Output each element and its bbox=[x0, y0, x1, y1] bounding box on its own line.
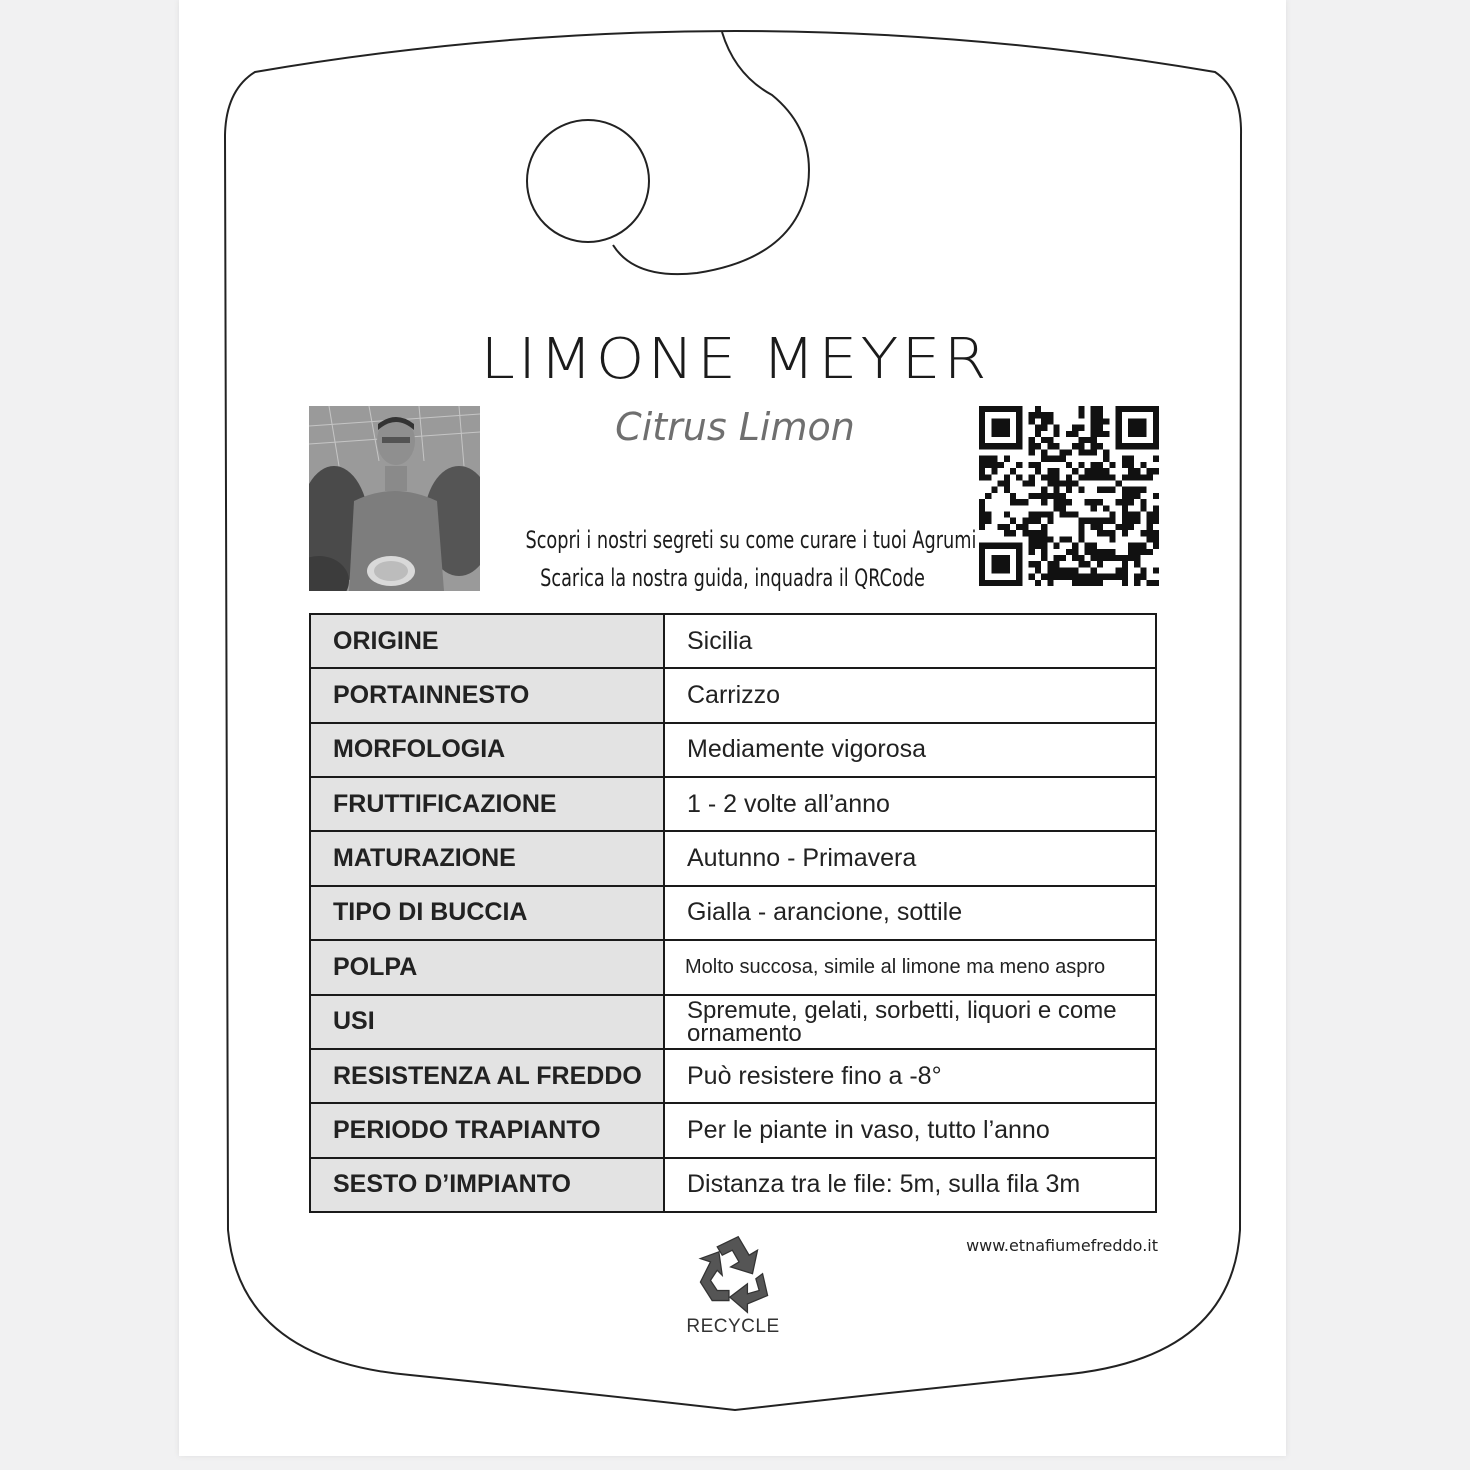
table-row bbox=[310, 886, 1156, 940]
spec-label: MATURAZIONE bbox=[310, 831, 664, 885]
spec-label: USI bbox=[310, 995, 664, 1049]
spec-value: Gialla - arancione, sottile bbox=[664, 886, 1156, 940]
table-row bbox=[310, 668, 1156, 722]
qr-code[interactable] bbox=[979, 406, 1159, 586]
spec-value: Distanza tra le file: 5m, sulla fila 3m bbox=[664, 1158, 1156, 1212]
spec-value: 1 - 2 volte all’anno bbox=[664, 777, 1156, 831]
spec-label: PORTAINNESTO bbox=[310, 668, 664, 722]
spec-value: Per le piante in vaso, tutto l’anno bbox=[664, 1103, 1156, 1157]
promo-text bbox=[525, 521, 977, 597]
spec-label: RESISTENZA AL FREDDO bbox=[310, 1049, 664, 1103]
table-row bbox=[310, 1049, 1156, 1103]
table-row bbox=[310, 723, 1156, 777]
spec-value: Spremute, gelati, sorbetti, liquori e come ornamento bbox=[664, 995, 1156, 1049]
recycle-icon bbox=[692, 1230, 776, 1314]
spec-value: Autunno - Primavera bbox=[664, 831, 1156, 885]
spec-value: Molto succosa, simile al limone ma meno aspro bbox=[664, 940, 1156, 994]
spec-label: POLPA bbox=[310, 940, 664, 994]
table-row bbox=[310, 1103, 1156, 1157]
spec-label: PERIODO TRAPIANTO bbox=[310, 1103, 664, 1157]
table-row bbox=[310, 940, 1156, 994]
promo-line-1: Scopri i nostri segreti su come curare i tuoi Agrumi bbox=[525, 526, 977, 554]
table-row bbox=[310, 777, 1156, 831]
table-row bbox=[310, 995, 1156, 1049]
product-title: LIMONE MEYER bbox=[480, 325, 990, 392]
spec-label: SESTO D’IMPIANTO bbox=[310, 1158, 664, 1212]
table-row bbox=[310, 831, 1156, 885]
spec-value: Può resistere fino a -8° bbox=[664, 1049, 1156, 1103]
website-link[interactable]: www.etnafiumefreddo.it bbox=[966, 1236, 1158, 1255]
grower-photo bbox=[309, 406, 480, 591]
spec-value: Sicilia bbox=[664, 614, 1156, 668]
specs-table bbox=[309, 613, 1157, 1213]
spec-value: Carrizzo bbox=[664, 668, 1156, 722]
botanical-name: Citrus Limon bbox=[615, 405, 855, 449]
table-row bbox=[310, 1158, 1156, 1212]
hang-hole bbox=[527, 120, 649, 242]
spec-label: ORIGINE bbox=[310, 614, 664, 668]
recycle-label: RECYCLE bbox=[686, 1316, 780, 1337]
promo-line-2: Scarica la nostra guida, inquadra il QRCode bbox=[540, 564, 925, 592]
table-row bbox=[310, 614, 1156, 668]
spec-label: TIPO DI BUCCIA bbox=[310, 886, 664, 940]
spec-label: FRUTTIFICAZIONE bbox=[310, 777, 664, 831]
spec-label: MORFOLOGIA bbox=[310, 723, 664, 777]
spec-value: Mediamente vigorosa bbox=[664, 723, 1156, 777]
